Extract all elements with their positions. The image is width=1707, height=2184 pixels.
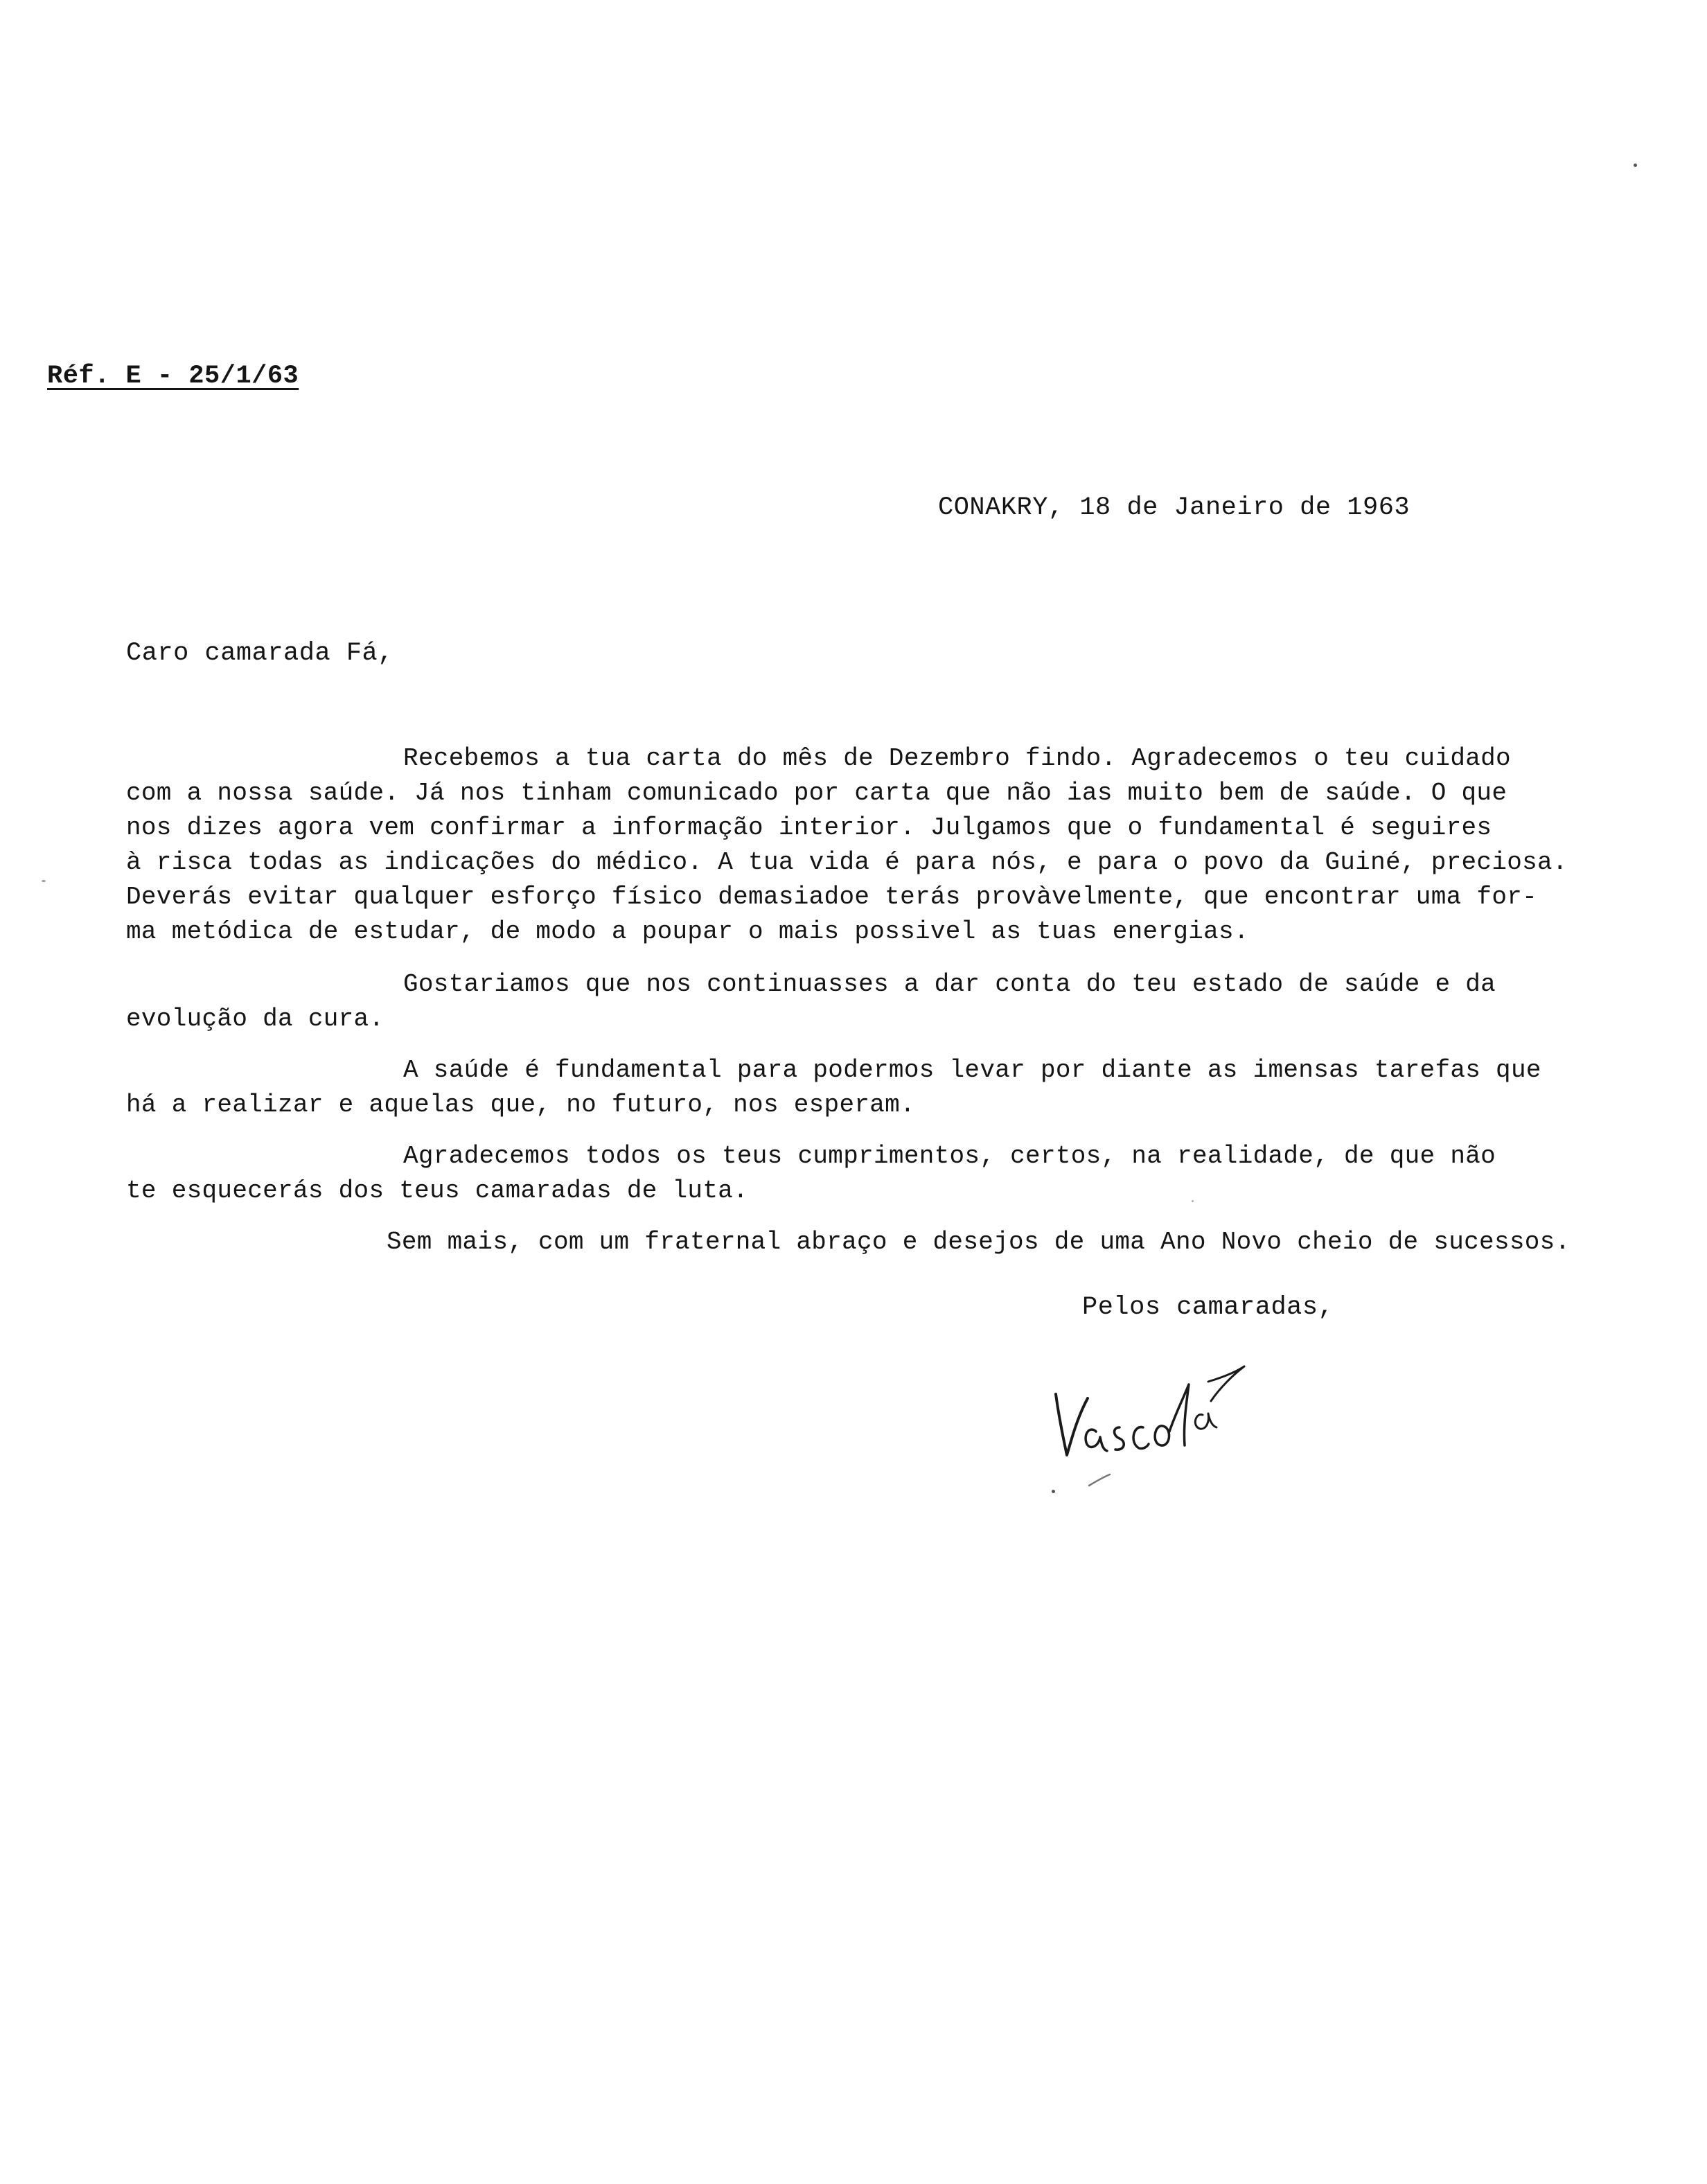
paragraph-line: há a realizar e aquelas que, no futuro, nos esperam. [126, 1091, 915, 1119]
paragraph-line: Agradecemos todos os teus cumprimentos, certos, na realidade, de que não [403, 1142, 1496, 1170]
paragraph-line: com a nossa saúde. Já nos tinham comunicado por carta que não ias muito bem de saúde. O que [126, 779, 1507, 807]
paragraph-line: Deverás evitar qualquer esforço físico demasiadoe terás provàvelmente, que encontrar uma for- [126, 883, 1538, 911]
paragraph-line: Sem mais, com um fraternal abraço e desejos de uma Ano Novo cheio de sucessos. [387, 1228, 1571, 1256]
salutation: Caro camarada Fá, [126, 639, 393, 668]
paragraph-line: A saúde é fundamental para podermos levar por diante as imensas tarefas que [403, 1056, 1541, 1084]
paragraph-line: evolução da cura. [126, 1005, 384, 1033]
signature [1047, 1339, 1248, 1505]
paragraph-line: Gostariamos que nos continuasses a dar conta do teu estado de saúde e da [403, 970, 1496, 998]
paragraph-line: ma metódica de estudar, de modo a poupar o mais possivel as tuas energias. [126, 917, 1249, 946]
scan-speck [1192, 1200, 1194, 1202]
reference-number: Réf. E - 25/1/63 [47, 362, 299, 391]
paragraph-line: à risca todas as indicações do médico. A tua vida é para nós, e para o povo da Guiné, preciosa. [126, 848, 1568, 877]
paragraph-line: Recebemos a tua carta do mês de Dezembro findo. Agradecemos o teu cuidado [403, 744, 1511, 773]
dateline: CONAKRY, 18 de Janeiro de 1963 [938, 493, 1410, 522]
scan-speck [1052, 1490, 1055, 1493]
closing: Pelos camaradas, [1082, 1293, 1334, 1322]
paragraph-line: nos dizes agora vem confirmar a informação interior. Julgamos que o fundamental é seguires [126, 813, 1492, 842]
paragraph-line: te esquecerás dos teus camaradas de luta. [126, 1177, 749, 1205]
scan-speck [42, 880, 46, 882]
scan-speck [1634, 164, 1637, 167]
